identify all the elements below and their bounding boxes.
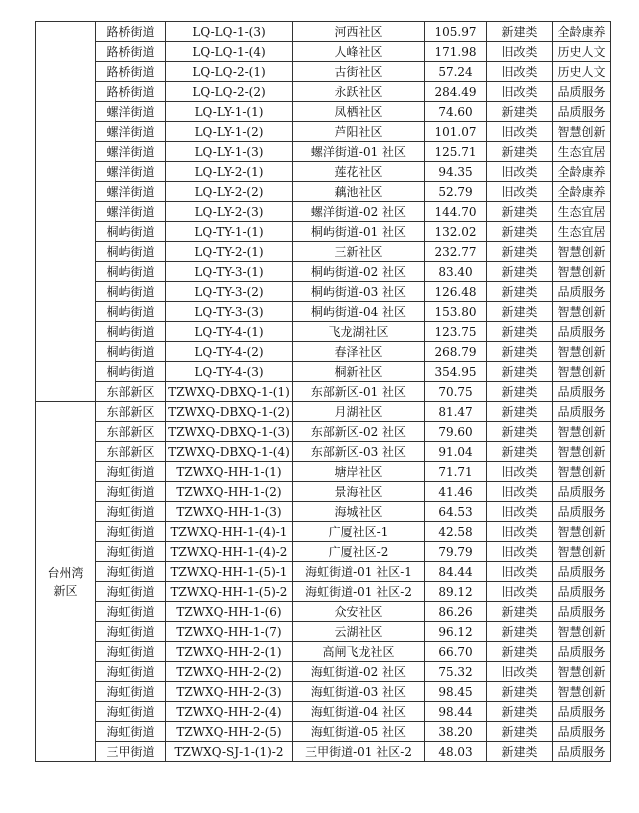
table-row (36, 442, 611, 462)
street-cell: 海虹街道 (96, 622, 166, 642)
code-cell: TZWXQ-HH-1-(5)-2 (166, 582, 293, 602)
theme-cell: 品质服务 (553, 482, 611, 502)
table-row (36, 582, 611, 602)
table-row (36, 662, 611, 682)
community-cell: 河西社区 (293, 22, 425, 42)
area-cell: 64.53 (425, 502, 487, 522)
theme-cell: 品质服务 (553, 642, 611, 662)
community-cell: 海虹街道-01 社区-2 (293, 582, 425, 602)
code-cell: LQ-LY-1-(2) (166, 122, 293, 142)
area-cell: 41.46 (425, 482, 487, 502)
area-cell: 83.40 (425, 262, 487, 282)
code-cell: LQ-LY-1-(1) (166, 102, 293, 122)
code-cell: TZWXQ-HH-1-(2) (166, 482, 293, 502)
theme-cell: 智慧创新 (553, 662, 611, 682)
theme-cell: 品质服务 (553, 602, 611, 622)
category-cell: 新建类 (487, 682, 553, 702)
code-cell: TZWXQ-HH-1-(7) (166, 622, 293, 642)
street-cell: 桐屿街道 (96, 262, 166, 282)
area-cell: 86.26 (425, 602, 487, 622)
community-cell: 海虹街道-03 社区 (293, 682, 425, 702)
table-row (36, 602, 611, 622)
theme-cell: 品质服务 (553, 322, 611, 342)
code-cell: LQ-TY-3-(1) (166, 262, 293, 282)
table-row (36, 222, 611, 242)
table-row (36, 202, 611, 222)
theme-cell: 品质服务 (553, 82, 611, 102)
community-cell: 高闸飞龙社区 (293, 642, 425, 662)
category-cell: 新建类 (487, 282, 553, 302)
category-cell: 旧改类 (487, 62, 553, 82)
theme-cell: 品质服务 (553, 702, 611, 722)
category-cell: 新建类 (487, 242, 553, 262)
code-cell: TZWXQ-SJ-1-(1)-2 (166, 742, 293, 762)
area-cell: 79.79 (425, 542, 487, 562)
community-cell: 人峰社区 (293, 42, 425, 62)
theme-cell: 智慧创新 (553, 682, 611, 702)
street-cell: 螺洋街道 (96, 142, 166, 162)
street-cell: 桐屿街道 (96, 322, 166, 342)
table-row (36, 62, 611, 82)
code-cell: TZWXQ-HH-1-(1) (166, 462, 293, 482)
area-cell: 94.35 (425, 162, 487, 182)
street-cell: 路桥街道 (96, 82, 166, 102)
theme-cell: 品质服务 (553, 282, 611, 302)
category-cell: 旧改类 (487, 562, 553, 582)
code-cell: TZWXQ-HH-1-(6) (166, 602, 293, 622)
street-cell: 海虹街道 (96, 562, 166, 582)
category-cell: 新建类 (487, 602, 553, 622)
community-cell: 海虹街道-02 社区 (293, 662, 425, 682)
table-row (36, 22, 611, 42)
category-cell: 新建类 (487, 262, 553, 282)
community-cell: 三新社区 (293, 242, 425, 262)
category-cell: 旧改类 (487, 462, 553, 482)
table-row (36, 682, 611, 702)
table-row (36, 462, 611, 482)
code-cell: TZWXQ-HH-2-(2) (166, 662, 293, 682)
theme-cell: 智慧创新 (553, 122, 611, 142)
table-row (36, 542, 611, 562)
street-cell: 桐屿街道 (96, 282, 166, 302)
table-row (36, 742, 611, 762)
table-row (36, 382, 611, 402)
code-cell: LQ-LQ-2-(2) (166, 82, 293, 102)
street-cell: 桐屿街道 (96, 342, 166, 362)
category-cell: 新建类 (487, 322, 553, 342)
code-cell: TZWXQ-DBXQ-1-(4) (166, 442, 293, 462)
theme-cell: 生态宜居 (553, 222, 611, 242)
street-cell: 东部新区 (96, 382, 166, 402)
table-row (36, 362, 611, 382)
category-cell: 新建类 (487, 382, 553, 402)
community-cell: 东部新区-02 社区 (293, 422, 425, 442)
code-cell: LQ-LQ-1-(4) (166, 42, 293, 62)
code-cell: TZWXQ-DBXQ-1-(3) (166, 422, 293, 442)
category-cell: 新建类 (487, 642, 553, 662)
street-cell: 海虹街道 (96, 522, 166, 542)
area-cell: 75.32 (425, 662, 487, 682)
street-cell: 三甲街道 (96, 742, 166, 762)
theme-cell: 智慧创新 (553, 342, 611, 362)
code-cell: TZWXQ-HH-1-(4)-2 (166, 542, 293, 562)
theme-cell: 智慧创新 (553, 422, 611, 442)
community-planning-table (35, 21, 611, 762)
street-cell: 螺洋街道 (96, 162, 166, 182)
category-cell: 旧改类 (487, 162, 553, 182)
table-row (36, 722, 611, 742)
area-cell: 354.95 (425, 362, 487, 382)
area-cell: 70.75 (425, 382, 487, 402)
community-cell: 飞龙湖社区 (293, 322, 425, 342)
theme-cell: 品质服务 (553, 502, 611, 522)
community-cell: 塘岸社区 (293, 462, 425, 482)
category-cell: 新建类 (487, 222, 553, 242)
street-cell: 海虹街道 (96, 702, 166, 722)
category-cell: 新建类 (487, 702, 553, 722)
category-cell: 旧改类 (487, 662, 553, 682)
code-cell: TZWXQ-HH-2-(4) (166, 702, 293, 722)
community-cell: 芦阳社区 (293, 122, 425, 142)
street-cell: 海虹街道 (96, 582, 166, 602)
table-row (36, 322, 611, 342)
table-body (36, 22, 611, 762)
street-cell: 海虹街道 (96, 482, 166, 502)
code-cell: LQ-LY-2-(2) (166, 182, 293, 202)
area-cell: 79.60 (425, 422, 487, 442)
area-cell: 57.24 (425, 62, 487, 82)
street-cell: 东部新区 (96, 442, 166, 462)
street-cell: 海虹街道 (96, 462, 166, 482)
code-cell: LQ-LY-2-(1) (166, 162, 293, 182)
area-cell: 42.58 (425, 522, 487, 542)
table-row (36, 82, 611, 102)
category-cell: 旧改类 (487, 542, 553, 562)
table-row (36, 702, 611, 722)
code-cell: TZWXQ-HH-1-(3) (166, 502, 293, 522)
area-cell: 98.45 (425, 682, 487, 702)
area-cell: 105.97 (425, 22, 487, 42)
area-cell: 123.75 (425, 322, 487, 342)
community-cell: 桐屿街道-04 社区 (293, 302, 425, 322)
community-cell: 永跃社区 (293, 82, 425, 102)
theme-cell: 智慧创新 (553, 622, 611, 642)
area-cell: 74.60 (425, 102, 487, 122)
theme-cell: 智慧创新 (553, 442, 611, 462)
code-cell: LQ-LQ-2-(1) (166, 62, 293, 82)
area-cell: 132.02 (425, 222, 487, 242)
community-cell: 月湖社区 (293, 402, 425, 422)
category-cell: 新建类 (487, 142, 553, 162)
street-cell: 路桥街道 (96, 22, 166, 42)
street-cell: 桐屿街道 (96, 242, 166, 262)
area-cell: 98.44 (425, 702, 487, 722)
code-cell: TZWXQ-HH-1-(4)-1 (166, 522, 293, 542)
area-cell: 96.12 (425, 622, 487, 642)
code-cell: LQ-LY-1-(3) (166, 142, 293, 162)
street-cell: 螺洋街道 (96, 182, 166, 202)
street-cell: 桐屿街道 (96, 302, 166, 322)
category-cell: 旧改类 (487, 522, 553, 542)
code-cell: LQ-TY-2-(1) (166, 242, 293, 262)
area-cell: 284.49 (425, 82, 487, 102)
community-cell: 螺洋街道-02 社区 (293, 202, 425, 222)
code-cell: LQ-TY-4-(2) (166, 342, 293, 362)
category-cell: 新建类 (487, 402, 553, 422)
area-cell: 81.47 (425, 402, 487, 422)
street-cell: 海虹街道 (96, 662, 166, 682)
community-cell: 景海社区 (293, 482, 425, 502)
code-cell: TZWXQ-HH-2-(1) (166, 642, 293, 662)
community-cell: 桐屿街道-02 社区 (293, 262, 425, 282)
community-cell: 凤栖社区 (293, 102, 425, 122)
category-cell: 新建类 (487, 362, 553, 382)
table-row (36, 502, 611, 522)
code-cell: LQ-LQ-1-(3) (166, 22, 293, 42)
code-cell: LQ-TY-1-(1) (166, 222, 293, 242)
table-row (36, 142, 611, 162)
street-cell: 桐屿街道 (96, 222, 166, 242)
street-cell: 螺洋街道 (96, 202, 166, 222)
theme-cell: 品质服务 (553, 742, 611, 762)
community-cell: 海城社区 (293, 502, 425, 522)
table-row (36, 562, 611, 582)
street-cell: 桐屿街道 (96, 362, 166, 382)
street-cell: 海虹街道 (96, 642, 166, 662)
code-cell: LQ-TY-3-(2) (166, 282, 293, 302)
table-row (36, 282, 611, 302)
theme-cell: 品质服务 (553, 402, 611, 422)
category-cell: 旧改类 (487, 482, 553, 502)
category-cell: 旧改类 (487, 502, 553, 522)
code-cell: TZWXQ-HH-1-(5)-1 (166, 562, 293, 582)
table-row (36, 122, 611, 142)
community-cell: 桐屿街道-01 社区 (293, 222, 425, 242)
table-row (36, 402, 611, 422)
community-cell: 众安社区 (293, 602, 425, 622)
community-cell: 东部新区-01 社区 (293, 382, 425, 402)
table-row (36, 262, 611, 282)
community-cell: 莲花社区 (293, 162, 425, 182)
theme-cell: 智慧创新 (553, 262, 611, 282)
theme-cell: 全龄康养 (553, 182, 611, 202)
category-cell: 旧改类 (487, 122, 553, 142)
code-cell: TZWXQ-HH-2-(5) (166, 722, 293, 742)
community-cell: 桐屿街道-03 社区 (293, 282, 425, 302)
street-cell: 海虹街道 (96, 722, 166, 742)
community-cell: 广厦社区-2 (293, 542, 425, 562)
theme-cell: 品质服务 (553, 562, 611, 582)
street-cell: 路桥街道 (96, 62, 166, 82)
table-row (36, 642, 611, 662)
table-row (36, 622, 611, 642)
community-cell: 广厦社区-1 (293, 522, 425, 542)
street-cell: 海虹街道 (96, 502, 166, 522)
street-cell: 东部新区 (96, 402, 166, 422)
community-cell: 春泽社区 (293, 342, 425, 362)
theme-cell: 智慧创新 (553, 542, 611, 562)
theme-cell: 智慧创新 (553, 362, 611, 382)
category-cell: 新建类 (487, 22, 553, 42)
district-cell: 台州湾 新区 (36, 402, 96, 762)
theme-cell: 全龄康养 (553, 162, 611, 182)
community-cell: 海虹街道-05 社区 (293, 722, 425, 742)
street-cell: 螺洋街道 (96, 102, 166, 122)
street-cell: 路桥街道 (96, 42, 166, 62)
theme-cell: 品质服务 (553, 582, 611, 602)
category-cell: 新建类 (487, 622, 553, 642)
theme-cell: 智慧创新 (553, 462, 611, 482)
category-cell: 新建类 (487, 422, 553, 442)
category-cell: 旧改类 (487, 82, 553, 102)
theme-cell: 历史人文 (553, 62, 611, 82)
category-cell: 新建类 (487, 342, 553, 362)
table-row (36, 342, 611, 362)
table-row (36, 522, 611, 542)
category-cell: 新建类 (487, 442, 553, 462)
category-cell: 新建类 (487, 722, 553, 742)
code-cell: LQ-TY-3-(3) (166, 302, 293, 322)
theme-cell: 品质服务 (553, 382, 611, 402)
theme-cell: 品质服务 (553, 102, 611, 122)
category-cell: 新建类 (487, 102, 553, 122)
street-cell: 东部新区 (96, 422, 166, 442)
community-cell: 东部新区-03 社区 (293, 442, 425, 462)
community-cell: 海虹街道-04 社区 (293, 702, 425, 722)
area-cell: 101.07 (425, 122, 487, 142)
area-cell: 66.70 (425, 642, 487, 662)
table-row (36, 182, 611, 202)
street-cell: 螺洋街道 (96, 122, 166, 142)
community-cell: 三甲街道-01 社区-2 (293, 742, 425, 762)
code-cell: TZWXQ-DBXQ-1-(2) (166, 402, 293, 422)
area-cell: 91.04 (425, 442, 487, 462)
community-cell: 云湖社区 (293, 622, 425, 642)
table-row (36, 302, 611, 322)
area-cell: 71.71 (425, 462, 487, 482)
code-cell: TZWXQ-DBXQ-1-(1) (166, 382, 293, 402)
community-cell: 藕池社区 (293, 182, 425, 202)
area-cell: 125.71 (425, 142, 487, 162)
area-cell: 268.79 (425, 342, 487, 362)
category-cell: 旧改类 (487, 582, 553, 602)
theme-cell: 智慧创新 (553, 302, 611, 322)
district-cell (36, 22, 96, 402)
category-cell: 新建类 (487, 742, 553, 762)
area-cell: 126.48 (425, 282, 487, 302)
area-cell: 38.20 (425, 722, 487, 742)
table-row (36, 42, 611, 62)
table-row (36, 422, 611, 442)
theme-cell: 智慧创新 (553, 242, 611, 262)
community-cell: 海虹街道-01 社区-1 (293, 562, 425, 582)
category-cell: 新建类 (487, 302, 553, 322)
theme-cell: 智慧创新 (553, 522, 611, 542)
street-cell: 海虹街道 (96, 682, 166, 702)
category-cell: 新建类 (487, 202, 553, 222)
theme-cell: 全龄康养 (553, 22, 611, 42)
community-cell: 螺洋街道-01 社区 (293, 142, 425, 162)
street-cell: 海虹街道 (96, 542, 166, 562)
code-cell: TZWXQ-HH-2-(3) (166, 682, 293, 702)
code-cell: LQ-TY-4-(3) (166, 362, 293, 382)
category-cell: 旧改类 (487, 182, 553, 202)
community-cell: 古街社区 (293, 62, 425, 82)
theme-cell: 生态宜居 (553, 202, 611, 222)
community-cell: 桐新社区 (293, 362, 425, 382)
theme-cell: 品质服务 (553, 722, 611, 742)
area-cell: 89.12 (425, 582, 487, 602)
category-cell: 旧改类 (487, 42, 553, 62)
area-cell: 232.77 (425, 242, 487, 262)
code-cell: LQ-TY-4-(1) (166, 322, 293, 342)
theme-cell: 历史人文 (553, 42, 611, 62)
code-cell: LQ-LY-2-(3) (166, 202, 293, 222)
theme-cell: 生态宜居 (553, 142, 611, 162)
table-row (36, 102, 611, 122)
area-cell: 84.44 (425, 562, 487, 582)
area-cell: 48.03 (425, 742, 487, 762)
area-cell: 153.80 (425, 302, 487, 322)
table-row (36, 162, 611, 182)
area-cell: 171.98 (425, 42, 487, 62)
table-row (36, 482, 611, 502)
area-cell: 144.70 (425, 202, 487, 222)
area-cell: 52.79 (425, 182, 487, 202)
street-cell: 海虹街道 (96, 602, 166, 622)
table-row (36, 242, 611, 262)
